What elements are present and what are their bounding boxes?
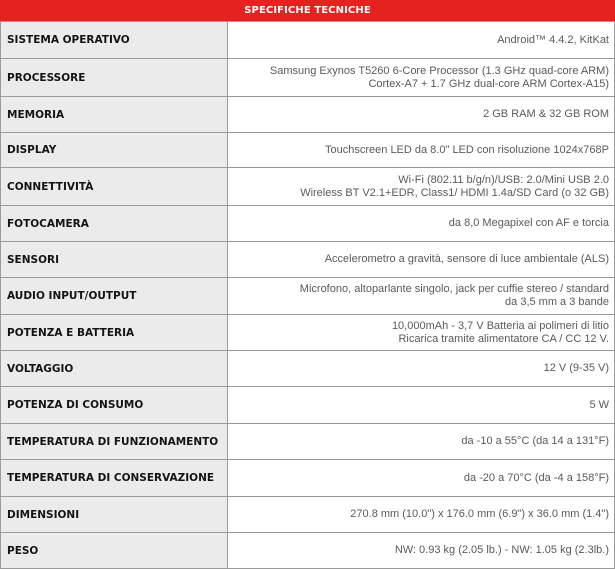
spec-label: CONNETTIVITÀ <box>1 168 228 206</box>
spec-table-body <box>1 22 615 569</box>
spec-label: TEMPERATURA DI CONSERVAZIONE <box>1 460 228 497</box>
spec-row <box>1 22 615 59</box>
spec-row <box>1 533 615 569</box>
spec-value-line: 12 V (9-35 V) <box>543 362 609 374</box>
spec-row <box>1 133 615 168</box>
spec-row <box>1 424 615 460</box>
spec-label: SENSORI <box>1 242 228 278</box>
spec-row <box>1 59 615 97</box>
spec-value <box>228 168 615 206</box>
spec-label: DISPLAY <box>1 133 228 168</box>
spec-label: MEMORIA <box>1 97 228 133</box>
spec-value <box>228 206 615 242</box>
spec-row <box>1 351 615 387</box>
spec-value-line: Android™ 4.4.2, KitKat <box>497 33 609 46</box>
spec-label: PESO <box>1 533 228 569</box>
spec-label: AUDIO INPUT/OUTPUT <box>1 278 228 315</box>
spec-value <box>228 242 615 278</box>
spec-value-line: da 8,0 Megapixel con AF e torcia <box>448 217 609 229</box>
spec-value-line: 2 GB RAM & 32 GB ROM <box>483 108 609 120</box>
spec-row <box>1 497 615 533</box>
spec-header <box>0 0 615 21</box>
spec-value-line: NW: 0.93 kg (2.05 lb.) - NW: 1.05 kg (2.3lb.) <box>394 544 609 556</box>
spec-label: VOLTAGGIO <box>1 351 228 387</box>
spec-value-line: 10,000mAh - 3,7 V Batteria ai polimeri di litio <box>391 319 609 332</box>
spec-value-line: Microfono, altoparlante singolo, jack per cuffie stereo / standard <box>299 283 609 295</box>
spec-label: PROCESSORE <box>1 59 228 97</box>
spec-value <box>228 424 615 460</box>
spec-label: FOTOCAMERA <box>1 206 228 242</box>
spec-value <box>228 97 615 133</box>
spec-row <box>1 206 615 242</box>
spec-label: TEMPERATURA DI FUNZIONAMENTO <box>1 424 228 460</box>
spec-value-line: Wi-Fi (802.11 b/g/n)/USB: 2.0/Mini USB 2.0 <box>398 173 609 186</box>
spec-row <box>1 168 615 206</box>
spec-header-title: SPECIFICHE TECNICHE <box>244 5 371 16</box>
spec-row <box>1 278 615 315</box>
spec-value-line: da 3,5 mm a 3 bande <box>505 296 609 308</box>
spec-value-line: da -20 a 70°C (da -4 a 158°F) <box>463 471 609 484</box>
spec-value-line: 5 W <box>589 398 609 411</box>
spec-value <box>228 133 615 168</box>
spec-value <box>228 460 615 497</box>
spec-row <box>1 315 615 351</box>
spec-value <box>228 351 615 387</box>
spec-value <box>228 497 615 533</box>
spec-value-line: Samsung Exynos T5260 6-Core Processor (1.3 GHz quad-core ARM) <box>269 64 609 77</box>
spec-row <box>1 460 615 497</box>
spec-value-line: Wireless BT V2.1+EDR, Class1/ HDMI 1.4a/SD Card (o 32 GB) <box>300 186 609 199</box>
spec-value-line: Accelerometro a gravità, sensore di luce ambientale (ALS) <box>324 253 609 265</box>
spec-table <box>0 21 615 569</box>
spec-value <box>228 533 615 569</box>
spec-label: POTENZA E BATTERIA <box>1 315 228 351</box>
spec-value <box>228 59 615 97</box>
spec-value <box>228 387 615 424</box>
spec-value <box>228 278 615 315</box>
spec-row <box>1 242 615 278</box>
spec-value <box>228 22 615 59</box>
spec-label: POTENZA DI CONSUMO <box>1 387 228 424</box>
spec-value-line: da -10 a 55°C (da 14 a 131°F) <box>461 435 609 447</box>
spec-row <box>1 387 615 424</box>
spec-value-line: Touchscreen LED da 8.0" LED con risoluzione 1024x768P <box>325 143 609 156</box>
spec-value-line: Cortex-A7 + 1.7 GHz dual-core ARM Cortex-A15) <box>368 77 609 90</box>
spec-row <box>1 97 615 133</box>
spec-label: SISTEMA OPERATIVO <box>1 22 228 59</box>
spec-value <box>228 315 615 351</box>
spec-label: DIMENSIONI <box>1 497 228 533</box>
spec-value-line: 270.8 mm (10.0") x 176.0 mm (6.9") x 36.0 mm (1.4") <box>350 508 609 520</box>
spec-value-line: Ricarica tramite alimentatore CA / CC 12 V. <box>398 332 609 345</box>
